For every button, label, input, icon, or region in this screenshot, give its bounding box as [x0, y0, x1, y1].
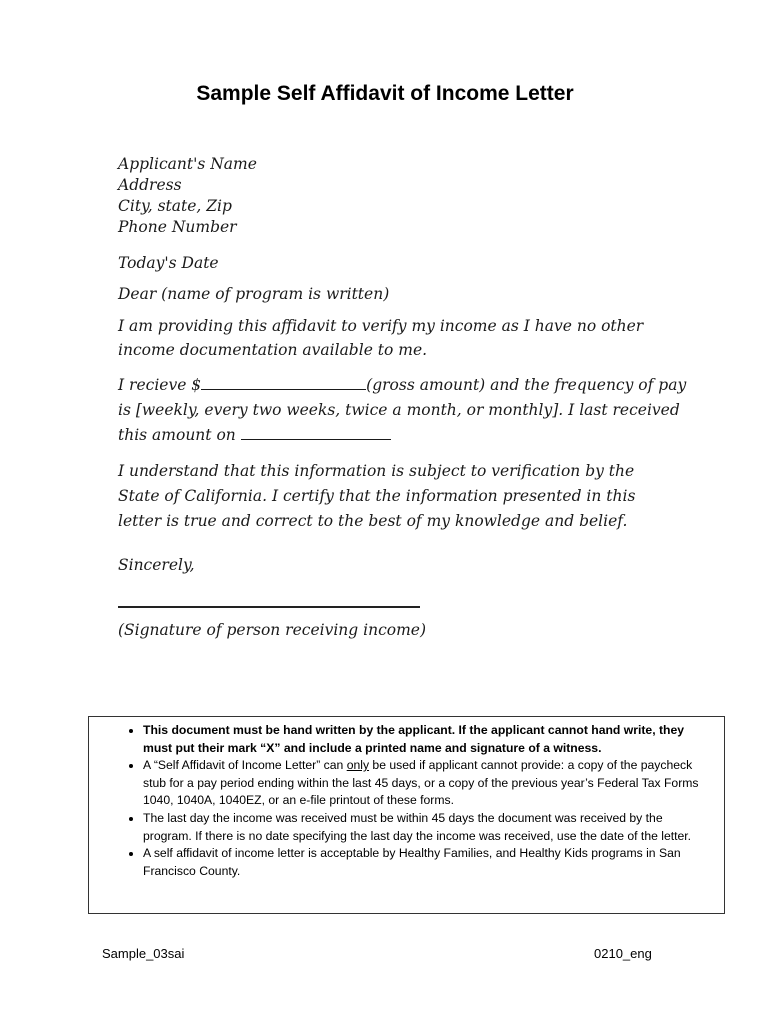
instruction-item [143, 757, 714, 810]
last-received-label: this amount on [118, 426, 236, 444]
paragraph-1-line-2: income documentation available to me. [118, 341, 428, 359]
instructions-list [89, 717, 724, 880]
signature-line [118, 606, 420, 608]
paragraph-3-line-2: State of California. I certify that the information presented in this [118, 487, 636, 505]
instruction-item: • The last day the income was received must be within 45 days the document was received by the program. If there is no date specifying the last day the income was received, use the date of the letter. [143, 810, 714, 845]
phone-line: Phone Number [118, 218, 237, 236]
footer-left: Sample_03sai [102, 946, 185, 961]
salutation: Dear (name of program is written) [118, 285, 390, 303]
city-state-zip-line: City, state, Zip [118, 197, 232, 215]
closing: Sincerely, [118, 556, 195, 574]
footer-right: 0210_eng [594, 946, 652, 961]
date-blank [241, 426, 391, 440]
frequency-label: (gross amount) and the frequency of pay [366, 376, 687, 394]
income-amount-label: I recieve $ [118, 376, 202, 394]
instruction-text: be used if applicant cannot provide: a copy of the paycheck stub for a pay period ending within the last 45 days, or a copy of the previous year’s Federal Tax Forms 1040, 1040A, 1040EZ, or an e-file printout of these forms. [143, 758, 699, 808]
instruction-item: • This document must be hand written by the applicant. If the applicant cannot hand write, they must put their mark “X” and include a printed name and signature of a witness. [143, 722, 714, 757]
paragraph-2-line-3 [118, 425, 391, 446]
paragraph-2-line-1 [118, 375, 686, 396]
date-line: Today's Date [118, 254, 219, 272]
paragraph-3-line-3: letter is true and correct to the best of my knowledge and belief. [118, 512, 628, 530]
paragraph-3-line-1: I understand that this information is subject to verification by the [118, 462, 635, 480]
amount-blank [201, 376, 366, 390]
instruction-emphasis: only [346, 758, 370, 773]
document-title: Sample Self Affidavit of Income Letter [196, 82, 574, 105]
instruction-item: • A self affidavit of income letter is acceptable by Healthy Families, and Healthy Kids programs in San Francisco County. [143, 845, 714, 880]
instruction-text: A “Self Affidavit of Income Letter” can [143, 758, 347, 773]
instructions-box [88, 716, 725, 914]
paragraph-2-line-2: is [weekly, every two weeks, twice a month, or monthly]. I last received [118, 401, 680, 419]
applicant-name-line: Applicant's Name [118, 155, 257, 173]
paragraph-1-line-1: I am providing this affidavit to verify my income as I have no other [118, 317, 644, 335]
signature-caption: (Signature of person receiving income) [118, 621, 426, 639]
address-line: Address [118, 176, 182, 194]
